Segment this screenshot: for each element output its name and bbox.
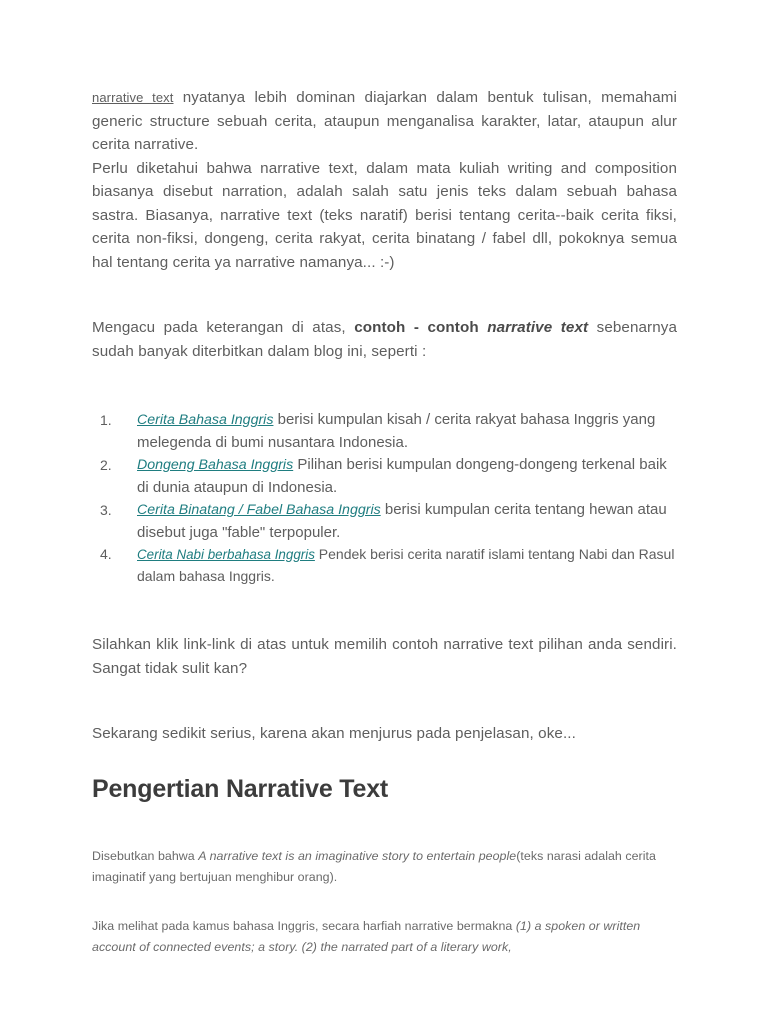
spacer-before-list xyxy=(92,363,677,409)
definition-paragraph-part2: (teks narasi adalah cerita imaginatif yang bertujuan menghibur orang). xyxy=(92,848,656,884)
list-item-text: Pendek berisi cerita naratif islami tentang Nabi dan Rasul dalam bahasa Inggris. xyxy=(137,546,675,584)
spacer-after-heading xyxy=(92,804,677,846)
spacer-before-transition xyxy=(92,680,677,722)
list-item-number: 4. xyxy=(100,546,112,562)
dictionary-paragraph-italic: (1) a spoken or written account of connected events; a story. (2) the narrated part of a literary work, xyxy=(92,918,641,954)
list-item-link[interactable]: Cerita Bahasa Inggris xyxy=(137,412,274,428)
list-item-link[interactable]: Cerita Nabi berbahasa Inggris xyxy=(137,547,315,562)
list-item-link[interactable]: Cerita Binatang / Fabel Bahasa Inggris xyxy=(137,502,381,518)
dictionary-paragraph xyxy=(92,916,677,958)
list-item xyxy=(92,544,677,587)
spacer-before-heading xyxy=(92,746,677,774)
reference-paragraph xyxy=(92,316,677,363)
spacer-after-intro xyxy=(92,274,677,316)
definition-paragraph-italic: A narrative text is an imaginative story to entertain people xyxy=(198,848,517,863)
transition-paragraph: Sekarang sedikit serius, karena akan menjurus pada penjelasan, oke... xyxy=(92,725,576,742)
list-item-number: 3. xyxy=(100,502,112,518)
intro-paragraph-1 xyxy=(92,86,677,157)
definition-paragraph-part1: Disebutkan bahwa xyxy=(92,848,199,863)
list-item-link[interactable]: Dongeng Bahasa Inggris xyxy=(137,457,294,473)
spacer-after-list xyxy=(92,587,677,633)
dictionary-paragraph-part1: Jika melihat pada kamus bahasa Inggris, secara harfiah narrative bermakna xyxy=(92,918,516,933)
example-links-list xyxy=(92,409,677,587)
spacer-before-dictionary xyxy=(92,888,677,916)
reference-paragraph-bold: contoh - contoh xyxy=(354,319,488,336)
reference-paragraph-part2: sebenarnya sudah banyak diterbitkan dalam blog ini, seperti : xyxy=(92,319,678,360)
list-item xyxy=(92,499,677,544)
narrative-text-lead-term: narrative text xyxy=(92,90,174,105)
list-item-text: Pilihan berisi kumpulan dongeng-dongeng terkenal baik di dunia ataupun di Indonesia. xyxy=(137,456,667,496)
reference-paragraph-bold-italic: narrative text xyxy=(487,319,589,336)
intro-paragraph-2: Perlu diketahui bahwa narrative text, dalam mata kuliah writing and composition biasanya disebut narration, adalah salah satu jenis teks dalam sebuah bahasa sastra. Biasanya, narrative text (teks naratif) berisi tentang cerita--baik cerita fiksi, cerita non-fiksi, dongeng, cerita rakyat, cerita binatang / fabel dll, pokoknya semua hal tentang cerita ya narrative namanya... :-) xyxy=(92,159,677,271)
list-item xyxy=(92,409,677,454)
list-item-number: 1. xyxy=(100,412,112,428)
list-item-text: berisi kumpulan cerita tentang hewan atau disebut juga "fable" terpopuler. xyxy=(137,501,667,541)
list-item-text: berisi kumpulan kisah / cerita rakyat bahasa Inggris yang melegenda di bumi nusantara Indonesia. xyxy=(137,411,656,451)
intro-paragraph-1-rest: nyatanya lebih dominan diajarkan dalam bentuk tulisan, memahami generic structure sebuah cerita, ataupun menganalisa karakter, latar, ataupun alur cerita narrative. xyxy=(92,89,678,153)
reference-paragraph-part1: Mengacu pada keterangan di atas, xyxy=(92,319,355,336)
page-title: Pengertian Narrative Text xyxy=(92,774,389,803)
list-item-number: 2. xyxy=(100,457,112,473)
closing-paragraph: Silahkan klik link-link di atas untuk memilih contoh narrative text pilihan anda sendiri. Sangat tidak sulit kan? xyxy=(92,636,677,677)
definition-paragraph xyxy=(92,846,677,888)
list-item xyxy=(92,454,677,499)
document-content xyxy=(92,86,677,958)
